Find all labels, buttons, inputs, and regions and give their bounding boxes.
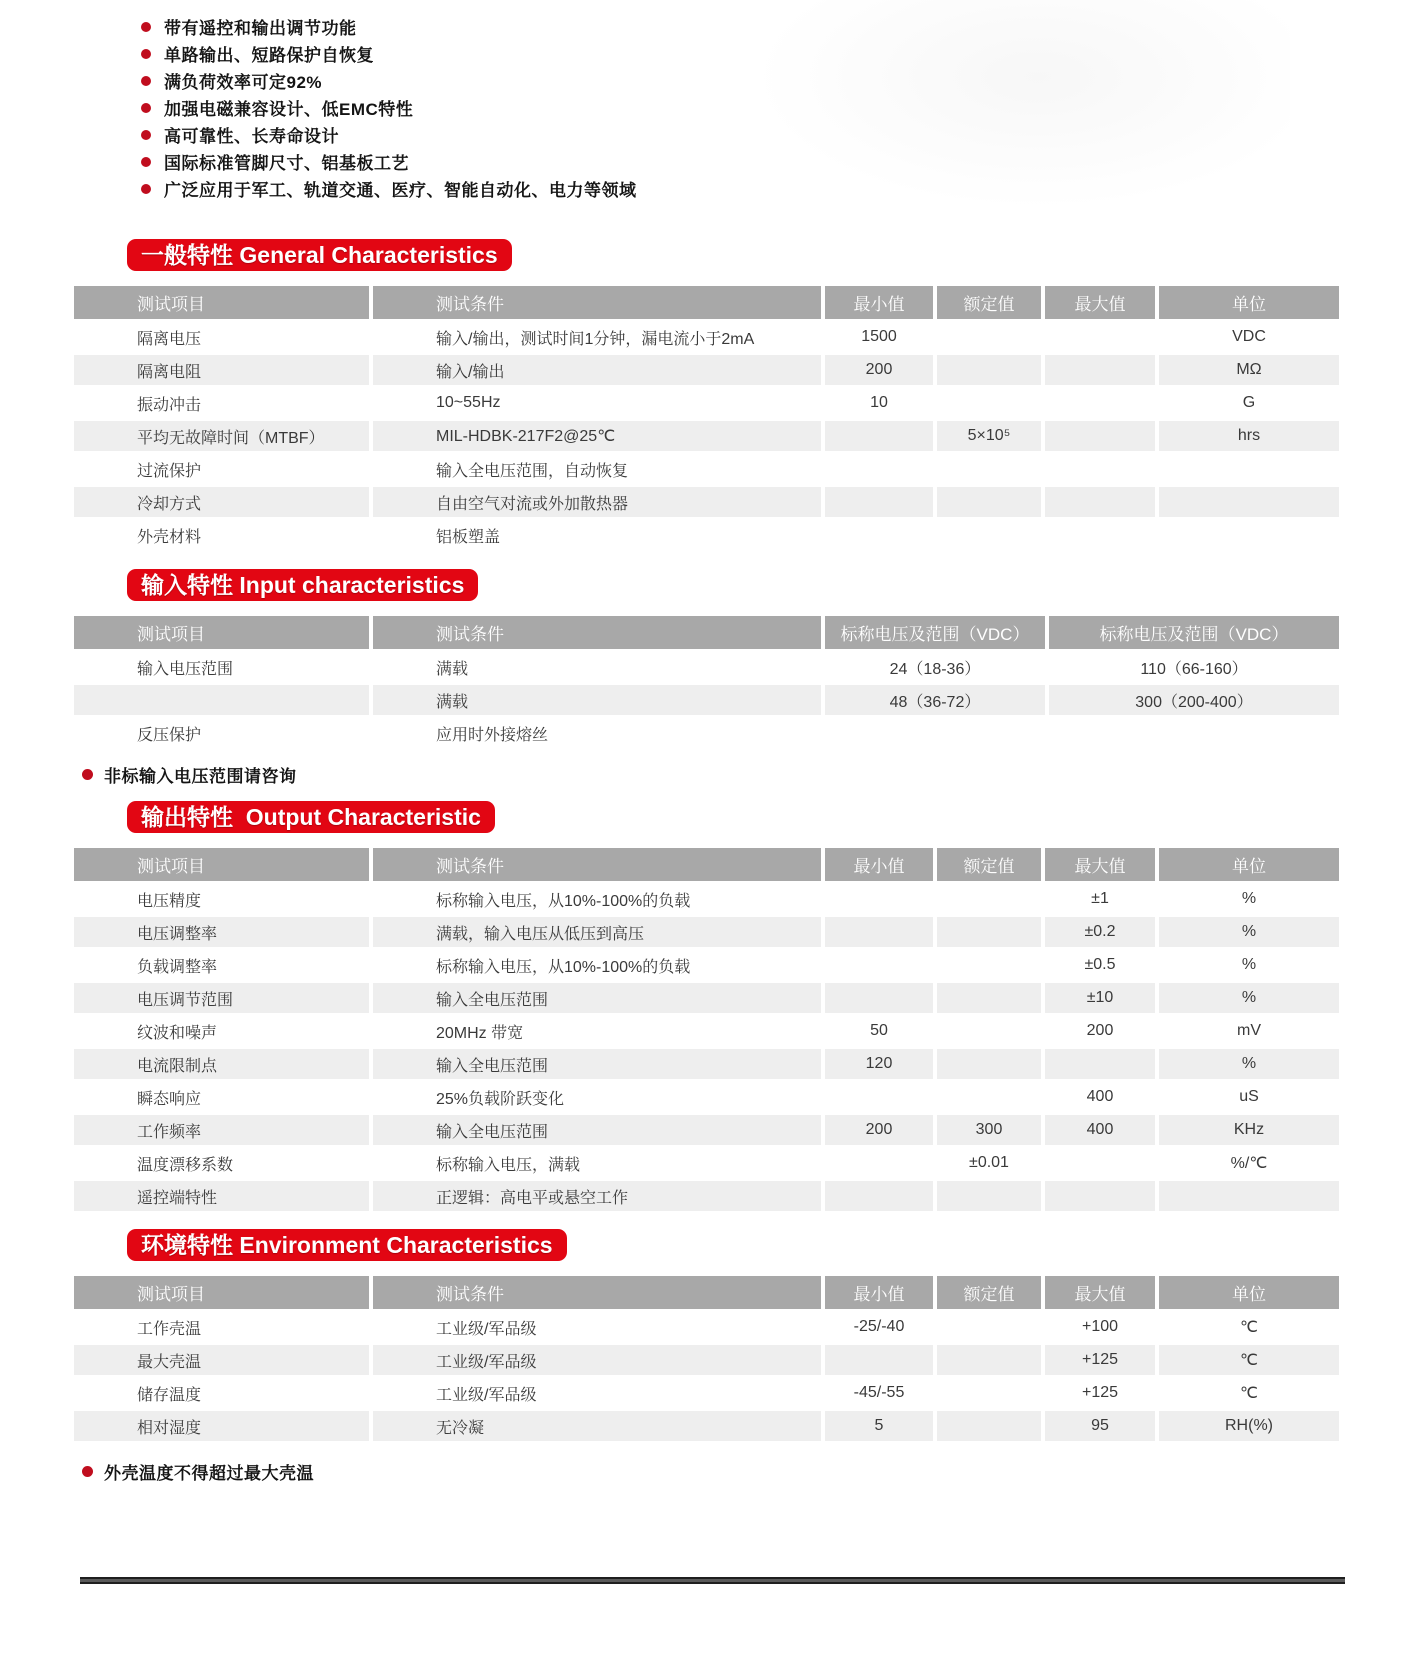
cell-v2: 300（200-400） — [1045, 685, 1339, 718]
cell-rated — [933, 1411, 1041, 1444]
cell-item: 纹波和噪声 — [74, 1016, 369, 1049]
cell-v2 — [1045, 718, 1339, 751]
col-header-min: 最小值 — [821, 1276, 933, 1312]
cell-condition: 工业级/军品级 — [369, 1312, 821, 1345]
cell-min: 10 — [821, 388, 933, 421]
col-header-item: 测试项目 — [74, 1276, 369, 1312]
cell-item: 电流限制点 — [74, 1049, 369, 1082]
col-header-unit: 单位 — [1155, 286, 1339, 322]
col-header-item: 测试项目 — [74, 286, 369, 322]
feature-text: 高可靠性、长寿命设计 — [164, 127, 339, 146]
feature-text: 带有遥控和输出调节功能 — [164, 19, 357, 38]
cell-rated — [933, 1082, 1041, 1115]
table-row — [74, 1016, 1339, 1049]
cell-unit: ℃ — [1155, 1312, 1339, 1345]
cell-item: 最大壳温 — [74, 1345, 369, 1378]
col-header-condition: 测试条件 — [369, 1276, 821, 1312]
table-row — [74, 718, 1339, 751]
col-header-rated: 额定值 — [933, 1276, 1041, 1312]
table-row — [74, 520, 1339, 553]
table-row — [74, 388, 1339, 421]
cell-rated — [933, 917, 1041, 950]
table-row — [74, 1082, 1339, 1115]
cell-condition: 自由空气对流或外加散热器 — [369, 487, 821, 520]
cell-v2: 110（66-160） — [1045, 652, 1339, 685]
cell-unit: KHz — [1155, 1115, 1339, 1148]
cell-max: +125 — [1041, 1378, 1155, 1411]
cell-condition: 工业级/军品级 — [369, 1378, 821, 1411]
cell-min: 200 — [821, 1115, 933, 1148]
cell-unit — [1155, 520, 1339, 553]
cell-v1: 24（18-36） — [821, 652, 1045, 685]
cell-max — [1041, 355, 1155, 388]
cell-unit: % — [1155, 884, 1339, 917]
cell-unit: % — [1155, 917, 1339, 950]
cell-min — [821, 983, 933, 1016]
cell-max: ±0.2 — [1041, 917, 1155, 950]
cell-rated: ±0.01 — [933, 1148, 1041, 1181]
cell-min — [821, 884, 933, 917]
cell-item: 电压调节范围 — [74, 983, 369, 1016]
cell-rated — [933, 884, 1041, 917]
cell-unit — [1155, 454, 1339, 487]
cell-min — [821, 487, 933, 520]
table-row — [74, 917, 1339, 950]
feature-item — [141, 94, 1413, 121]
output-characteristic-table — [74, 848, 1339, 1214]
cell-rated — [933, 388, 1041, 421]
cell-condition: 输入/输出，测试时间1分钟，漏电流小于2mA — [369, 322, 821, 355]
cell-condition: 满载 — [369, 685, 821, 718]
cell-item: 工作频率 — [74, 1115, 369, 1148]
feature-item — [141, 40, 1413, 67]
section-title-badge: 输出特性 Output Characteristic — [127, 801, 495, 833]
cell-item: 隔离电压 — [74, 322, 369, 355]
table-row — [74, 1411, 1339, 1444]
col-header-unit: 单位 — [1155, 848, 1339, 884]
input-characteristics-table — [74, 616, 1339, 751]
cell-condition: 标称输入电压，满载 — [369, 1148, 821, 1181]
col-header-max: 最大值 — [1041, 1276, 1155, 1312]
cell-condition: 应用时外接熔丝 — [369, 718, 821, 751]
cell-min: 1500 — [821, 322, 933, 355]
cell-rated — [933, 487, 1041, 520]
col-header-max: 最大值 — [1041, 848, 1155, 884]
cell-rated — [933, 355, 1041, 388]
cell-unit: uS — [1155, 1082, 1339, 1115]
bullet-icon — [141, 157, 151, 167]
table-row — [74, 1181, 1339, 1214]
cell-item — [74, 685, 369, 718]
col-header-nominal-range-1: 标称电压及范围（VDC） — [821, 616, 1045, 652]
cell-item: 外壳材料 — [74, 520, 369, 553]
table-row — [74, 421, 1339, 454]
cell-min — [821, 421, 933, 454]
cell-min: 120 — [821, 1049, 933, 1082]
cell-rated: 300 — [933, 1115, 1041, 1148]
cell-condition: 20MHz 带宽 — [369, 1016, 821, 1049]
table-row — [74, 487, 1339, 520]
cell-v1 — [821, 718, 1045, 751]
cell-max: +100 — [1041, 1312, 1155, 1345]
cell-min — [821, 520, 933, 553]
cell-item: 平均无故障时间（MTBF） — [74, 421, 369, 454]
table-header-row — [74, 1276, 1339, 1312]
table-row — [74, 1312, 1339, 1345]
cell-condition: MIL-HDBK-217F2@25℃ — [369, 421, 821, 454]
cell-item: 电压精度 — [74, 884, 369, 917]
col-header-condition: 测试条件 — [369, 286, 821, 322]
cell-rated — [933, 322, 1041, 355]
section-title-badge: 环境特性 Environment Characteristics — [127, 1229, 567, 1261]
cell-unit: %/℃ — [1155, 1148, 1339, 1181]
general-characteristics-table — [74, 286, 1339, 553]
cell-condition: 工业级/军品级 — [369, 1345, 821, 1378]
cell-item: 冷却方式 — [74, 487, 369, 520]
cell-max — [1041, 520, 1155, 553]
cell-unit: ℃ — [1155, 1345, 1339, 1378]
cell-min — [821, 1345, 933, 1378]
bullet-icon — [82, 769, 93, 780]
cell-item: 瞬态响应 — [74, 1082, 369, 1115]
cell-item: 储存温度 — [74, 1378, 369, 1411]
col-header-max: 最大值 — [1041, 286, 1155, 322]
cell-rated: 5×10⁵ — [933, 421, 1041, 454]
cell-min: 50 — [821, 1016, 933, 1049]
section-title-badge: 一般特性 General Characteristics — [127, 239, 512, 271]
cell-unit — [1155, 487, 1339, 520]
cell-condition: 满载 — [369, 652, 821, 685]
cell-min: -45/-55 — [821, 1378, 933, 1411]
cell-rated — [933, 454, 1041, 487]
cell-unit: G — [1155, 388, 1339, 421]
cell-rated — [933, 1016, 1041, 1049]
cell-max — [1041, 322, 1155, 355]
cell-item: 遥控端特性 — [74, 1181, 369, 1214]
cell-max: 200 — [1041, 1016, 1155, 1049]
bullet-icon — [141, 130, 151, 140]
cell-unit: % — [1155, 983, 1339, 1016]
bullet-icon — [141, 76, 151, 86]
table-row — [74, 355, 1339, 388]
cell-rated — [933, 1312, 1041, 1345]
cell-unit: hrs — [1155, 421, 1339, 454]
feature-text: 单路输出、短路保护自恢复 — [164, 46, 374, 65]
cell-item: 电压调整率 — [74, 917, 369, 950]
cell-item: 隔离电阻 — [74, 355, 369, 388]
cell-max: 95 — [1041, 1411, 1155, 1444]
feature-item — [141, 148, 1413, 175]
cell-rated — [933, 983, 1041, 1016]
feature-item — [141, 175, 1413, 202]
table-row — [74, 685, 1339, 718]
table-header-row — [74, 848, 1339, 884]
bullet-icon — [141, 49, 151, 59]
table-row — [74, 652, 1339, 685]
bullet-icon — [141, 184, 151, 194]
cell-min: 200 — [821, 355, 933, 388]
cell-min: -25/-40 — [821, 1312, 933, 1345]
environment-note — [82, 1459, 1413, 1484]
cell-unit: ℃ — [1155, 1378, 1339, 1411]
cell-max — [1041, 454, 1155, 487]
table-row — [74, 1345, 1339, 1378]
cell-min — [821, 1082, 933, 1115]
bullet-icon — [82, 1466, 93, 1477]
note-text: 外壳温度不得超过最大壳温 — [104, 1464, 314, 1483]
cell-max — [1041, 1049, 1155, 1082]
cell-unit: RH(%) — [1155, 1411, 1339, 1444]
cell-max — [1041, 388, 1155, 421]
col-header-item: 测试项目 — [74, 616, 369, 652]
cell-min — [821, 1148, 933, 1181]
cell-item: 工作壳温 — [74, 1312, 369, 1345]
footer-divider-bar — [80, 1577, 1345, 1584]
cell-condition: 输入全电压范围 — [369, 983, 821, 1016]
cell-item: 相对湿度 — [74, 1411, 369, 1444]
environment-characteristics-table — [74, 1276, 1339, 1444]
cell-condition: 标称输入电压，从10%-100%的负载 — [369, 884, 821, 917]
cell-condition: 正逻辑：高电平或悬空工作 — [369, 1181, 821, 1214]
section-general-characteristics — [0, 202, 1413, 553]
cell-condition: 铝板塑盖 — [369, 520, 821, 553]
cell-min — [821, 950, 933, 983]
table-row — [74, 983, 1339, 1016]
cell-condition: 输入全电压范围，自动恢复 — [369, 454, 821, 487]
table-row — [74, 1378, 1339, 1411]
cell-condition: 输入/输出 — [369, 355, 821, 388]
bullet-icon — [141, 22, 151, 32]
cell-unit: % — [1155, 1049, 1339, 1082]
cell-max: ±1 — [1041, 884, 1155, 917]
feature-text: 加强电磁兼容设计、低EMC特性 — [164, 100, 414, 119]
col-header-item: 测试项目 — [74, 848, 369, 884]
col-header-rated: 额定值 — [933, 286, 1041, 322]
cell-condition: 无冷凝 — [369, 1411, 821, 1444]
cell-item: 输入电压范围 — [74, 652, 369, 685]
table-header-row — [74, 616, 1339, 652]
section-title-badge: 输入特性 Input characteristics — [127, 569, 478, 601]
col-header-condition: 测试条件 — [369, 616, 821, 652]
cell-max: 400 — [1041, 1115, 1155, 1148]
feature-item — [141, 13, 1413, 40]
cell-unit: mV — [1155, 1016, 1339, 1049]
table-row — [74, 322, 1339, 355]
cell-item: 负载调整率 — [74, 950, 369, 983]
cell-unit — [1155, 1181, 1339, 1214]
note-text: 非标输入电压范围请咨询 — [104, 767, 297, 786]
cell-max — [1041, 1148, 1155, 1181]
cell-unit: % — [1155, 950, 1339, 983]
cell-max: +125 — [1041, 1345, 1155, 1378]
cell-rated — [933, 1345, 1041, 1378]
table-row — [74, 884, 1339, 917]
cell-rated — [933, 1181, 1041, 1214]
feature-text: 广泛应用于军工、轨道交通、医疗、智能自动化、电力等领域 — [164, 181, 637, 200]
feature-item — [141, 67, 1413, 94]
cell-v1: 48（36-72） — [821, 685, 1045, 718]
feature-list — [141, 0, 1413, 202]
table-row — [74, 1049, 1339, 1082]
cell-condition: 输入全电压范围 — [369, 1049, 821, 1082]
col-header-condition: 测试条件 — [369, 848, 821, 884]
col-header-min: 最小值 — [821, 848, 933, 884]
cell-min — [821, 917, 933, 950]
cell-min — [821, 454, 933, 487]
cell-condition: 满载，输入电压从低压到高压 — [369, 917, 821, 950]
cell-item: 振动冲击 — [74, 388, 369, 421]
table-header-row — [74, 286, 1339, 322]
cell-min — [821, 1181, 933, 1214]
cell-item: 反压保护 — [74, 718, 369, 751]
cell-max: ±0.5 — [1041, 950, 1155, 983]
cell-rated — [933, 1378, 1041, 1411]
cell-rated — [933, 520, 1041, 553]
cell-max: ±10 — [1041, 983, 1155, 1016]
cell-condition: 10~55Hz — [369, 388, 821, 421]
table-row — [74, 454, 1339, 487]
cell-max: 400 — [1041, 1082, 1155, 1115]
cell-unit: MΩ — [1155, 355, 1339, 388]
table-row — [74, 1148, 1339, 1181]
col-header-rated: 额定值 — [933, 848, 1041, 884]
cell-item: 温度漂移系数 — [74, 1148, 369, 1181]
cell-max — [1041, 1181, 1155, 1214]
input-note — [82, 762, 1413, 787]
section-input-characteristics — [0, 553, 1413, 787]
col-header-min: 最小值 — [821, 286, 933, 322]
col-header-unit: 单位 — [1155, 1276, 1339, 1312]
cell-rated — [933, 950, 1041, 983]
section-output-characteristic — [0, 787, 1413, 1214]
cell-condition: 标称输入电压，从10%-100%的负载 — [369, 950, 821, 983]
cell-condition: 25%负载阶跃变化 — [369, 1082, 821, 1115]
cell-rated — [933, 1049, 1041, 1082]
col-header-nominal-range-2: 标称电压及范围（VDC） — [1045, 616, 1339, 652]
table-row — [74, 950, 1339, 983]
feature-item — [141, 121, 1413, 148]
section-environment-characteristics — [0, 1214, 1413, 1484]
cell-item: 过流保护 — [74, 454, 369, 487]
feature-text: 国际标准管脚尺寸、铝基板工艺 — [164, 154, 409, 173]
table-row — [74, 1115, 1339, 1148]
bullet-icon — [141, 103, 151, 113]
cell-max — [1041, 487, 1155, 520]
cell-min: 5 — [821, 1411, 933, 1444]
cell-max — [1041, 421, 1155, 454]
cell-unit: VDC — [1155, 322, 1339, 355]
feature-text: 满负荷效率可定92% — [164, 73, 323, 92]
cell-condition: 输入全电压范围 — [369, 1115, 821, 1148]
